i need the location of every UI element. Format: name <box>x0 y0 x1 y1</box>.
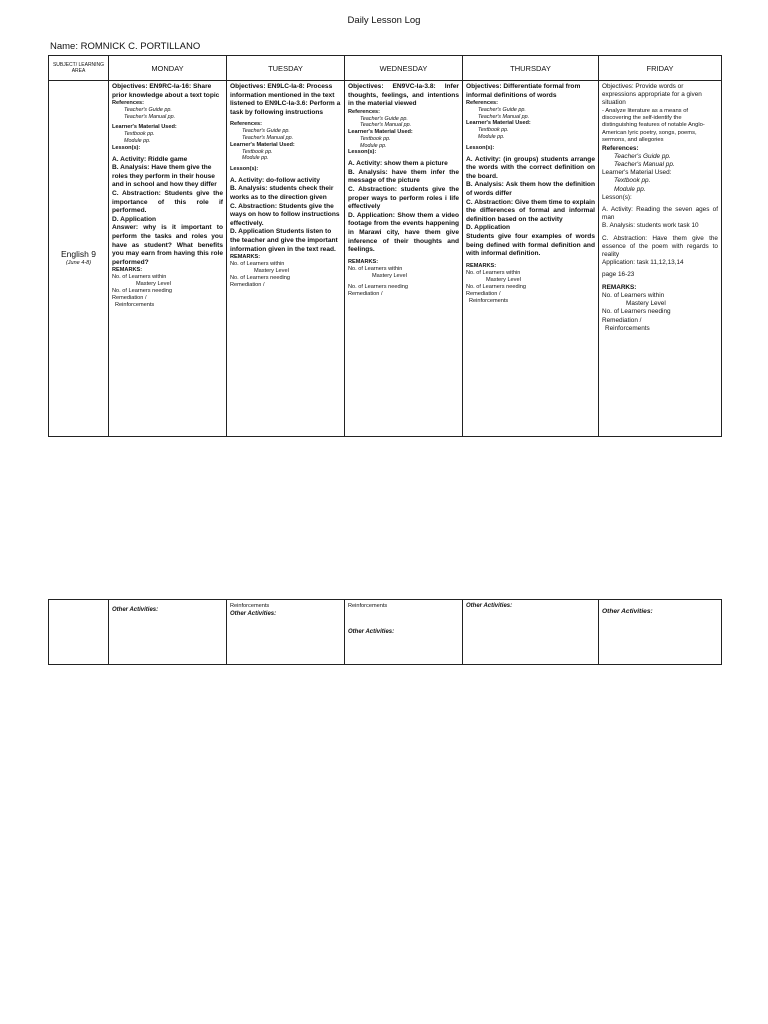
wednesday-analysis: B. Analysis: have them infer the message of the picture <box>348 168 459 185</box>
friday-remarks: REMARKS: <box>602 283 637 291</box>
wednesday-tb: Textbook pp. <box>360 135 391 142</box>
thursday-other-activities: Other Activities: <box>466 603 513 609</box>
tuesday-lessons: Lesson(s): <box>230 165 259 172</box>
header-subject: SUBJECT/ LEARNING AREA <box>49 56 109 81</box>
header-tuesday: TUESDAY <box>227 56 345 81</box>
lesson-log-table <box>48 55 722 437</box>
monday-abstraction: C. Abstraction: Students give the importance of this role if performed. <box>112 189 223 215</box>
wednesday-lmu: Learner's Material Used: <box>348 128 413 135</box>
friday-activity: A. Activity: Reading the seven ages of man <box>602 206 718 222</box>
thursday-application-text: Students give four examples of words being defined with formal definition and with informal definition. <box>466 232 595 258</box>
monday-remarks-2: Mastery Level <box>136 281 171 288</box>
thursday-lmu: Learner's Material Used: <box>466 120 531 127</box>
monday-lmu: Learner's Material Used: <box>112 124 177 131</box>
cont-thursday-cell <box>463 600 599 665</box>
thursday-remarks-5: Reinforcements <box>469 297 509 304</box>
tuesday-application: D. Application Students listen to the teacher and give the important information given in the text read. <box>230 228 338 253</box>
thursday-remarks-4: Remediation / <box>466 290 501 297</box>
cont-tuesday-cell <box>227 600 345 665</box>
tuesday-remarks-3: No. of Learners needing <box>230 275 291 282</box>
cont-subject-cell <box>49 600 109 665</box>
friday-tm: Teacher's Manual pp. <box>614 161 675 169</box>
page-title: Daily Lesson Log <box>347 15 421 26</box>
tuesday-lmu: Learner's Material Used: <box>230 141 295 148</box>
wednesday-cell <box>345 81 463 437</box>
tuesday-other-activities: Other Activities: <box>230 611 277 617</box>
friday-analysis: B. Analysis: students work task 10 <box>602 222 699 230</box>
cont-wednesday-cell <box>345 600 463 665</box>
header-friday: FRIDAY <box>599 56 722 81</box>
monday-tb: Textbook pp. <box>124 131 155 138</box>
subject-name: English 9 <box>61 248 96 259</box>
subject-date: (June 4-8) <box>65 259 92 266</box>
thursday-tb: Textbook pp. <box>478 127 509 134</box>
monday-cell <box>109 81 227 437</box>
thursday-application: D. Application <box>466 224 511 232</box>
thursday-abstraction: C. Abstraction: Give them time to explain the differences of formal and informal definition based on the activity <box>466 198 595 223</box>
continuation-table <box>48 599 722 665</box>
monday-references: References: <box>112 100 145 107</box>
friday-page: page 16-23 <box>602 271 635 279</box>
wednesday-remarks-2: Mastery Level <box>372 272 407 279</box>
friday-lessons: Lesson(s): <box>602 193 632 201</box>
wednesday-remarks: REMARKS: <box>348 258 379 265</box>
thursday-remarks-2: Mastery Level <box>486 276 521 283</box>
thursday-lessons: Lesson(s): <box>466 144 495 151</box>
tuesday-references: References: <box>230 121 263 128</box>
friday-application: Application: task 11,12,13,14 <box>602 259 684 267</box>
friday-references: References: <box>602 144 639 152</box>
tuesday-remarks-2: Mastery Level <box>254 268 289 275</box>
wednesday-abstraction: C. Abstraction: students give the proper ways to perform roles i life effectively <box>348 185 459 211</box>
wednesday-reinforcements: Reinforcements <box>348 603 388 609</box>
monday-objectives: Objectives: EN9RC-Ia-16: Share prior knowledge about a text topic <box>112 83 220 99</box>
monday-remarks-1: No. of Learners within <box>112 274 167 281</box>
friday-objectives-2: - Analyze literature as a means of discovering the self-identify the distinguishing features of notable Anglo- American lyric poetry, songs, poems, sermons, and allegories <box>602 107 705 144</box>
wednesday-tg: Teacher's Guide pp. <box>360 115 408 122</box>
wednesday-objectives: Objectives: EN9VC-Ia-3.8: Infer thoughts, feelings, and intentions in the material viewed <box>348 83 459 108</box>
monday-answer: Answer: why is it important to perform the tasks and roles you have as student? What benefits you may earn from having this role performed? <box>112 224 223 266</box>
tuesday-cell <box>227 81 345 437</box>
tuesday-abstraction: C. Abstraction: Students give the ways on how to follow instructions effectively. <box>230 202 340 227</box>
thursday-tg: Teacher's Guide pp. <box>478 107 526 114</box>
friday-cell <box>599 81 722 437</box>
wednesday-activity: A. Activity: show them a picture <box>348 160 448 168</box>
tuesday-tm: Teacher's Manual pp. <box>242 134 294 141</box>
header-monday: MONDAY <box>109 56 227 81</box>
friday-tg: Teacher's Guide pp. <box>614 152 671 160</box>
monday-lessons: Lesson(s): <box>112 144 141 151</box>
tuesday-reinforcements: Reinforcements <box>230 603 270 609</box>
monday-other-activities: Other Activities: <box>112 607 159 613</box>
tuesday-activity: A. Activity: do-follow activity <box>230 176 320 184</box>
header-wednesday: WEDNESDAY <box>345 56 463 81</box>
wednesday-remarks-4: Remediation / <box>348 290 383 297</box>
tuesday-tb: Textbook pp. <box>242 148 273 155</box>
tuesday-analysis: B. Analysis: students check their works as to the direction given <box>230 185 334 201</box>
tuesday-objectives: Objectives: EN9LC-Ia-8: Process information mentioned in the text listened to EN9LC-Ia-3.6: Perform a task by following instructions <box>230 83 341 116</box>
friday-mod: Module pp. <box>614 185 646 193</box>
cont-friday-cell <box>599 600 722 665</box>
friday-remarks-3: No. of Learners needing <box>602 308 671 316</box>
friday-remarks-4: Remediation / <box>602 316 642 324</box>
thursday-cell <box>463 81 599 437</box>
wednesday-references: References: <box>348 108 381 115</box>
wednesday-remarks-3: No. of Learners needing <box>348 283 409 290</box>
subject-cell <box>49 81 109 437</box>
friday-objectives: Objectives: Provide words or expressions appropriate for a given situation <box>602 83 702 107</box>
monday-analysis: B. Analysis: Have them give the roles they perform in their house and in school and how they differ <box>112 164 217 189</box>
wednesday-mod: Module pp. <box>360 142 387 149</box>
wednesday-other-activities: Other Activities: <box>348 629 395 635</box>
monday-remarks-3: No. of Learners needing <box>112 288 173 295</box>
friday-remarks-1: No. of Learners within <box>602 291 665 299</box>
tuesday-remarks-1: No. of Learners within <box>230 261 285 268</box>
thursday-remarks: REMARKS: <box>466 262 497 269</box>
cont-monday-cell <box>109 600 227 665</box>
friday-abstraction: C. Abstraction: Have them give the essence of the poem with regards to reality <box>602 234 718 259</box>
thursday-tm: Teacher's Manual pp. <box>478 113 530 120</box>
monday-remarks-4: Remediation / <box>112 295 147 302</box>
monday-application: D. Application <box>112 215 157 223</box>
teacher-name: Name: ROMNICK C. PORTILLANO <box>50 41 201 52</box>
tuesday-remarks: REMARKS: <box>230 254 261 261</box>
header-thursday: THURSDAY <box>463 56 599 81</box>
monday-tg: Teacher's Guide pp. <box>124 107 172 114</box>
monday-tm: Teacher's Manual pp. <box>124 113 176 120</box>
monday-remarks: REMARKS: <box>112 267 143 274</box>
thursday-activity: A. Activity: (in groups) students arrange the words with the correct definition on the board. <box>466 155 595 180</box>
friday-lmu: Learner's Material Used: <box>602 169 672 177</box>
wednesday-remarks-1: No. of Learners within <box>348 265 403 272</box>
wednesday-tm: Teacher's Manual pp. <box>360 122 412 129</box>
thursday-remarks-1: No. of Learners within <box>466 269 521 276</box>
tuesday-mod: Module pp. <box>242 155 269 162</box>
wednesday-lessons: Lesson(s): <box>348 149 377 156</box>
thursday-analysis: B. Analysis: Ask them how the definition of words differ <box>466 181 595 197</box>
friday-remarks-5: Reinforcements <box>605 324 650 332</box>
monday-remarks-5: Reinforcements <box>115 302 155 309</box>
thursday-references: References: <box>466 100 499 107</box>
header-row <box>49 56 722 81</box>
thursday-remarks-3: No. of Learners needing <box>466 283 527 290</box>
monday-mod: Module pp. <box>124 137 151 144</box>
wednesday-application: D. Application: Show them a video footage from the events happening in Marawi city, have them give inference of their thoughts and feelings. <box>348 211 459 254</box>
thursday-mod: Module pp. <box>478 133 505 140</box>
tuesday-remarks-4: Remediation / <box>230 282 265 289</box>
friday-remarks-2: Mastery Level <box>626 300 666 308</box>
thursday-objectives: Objectives: Differentiate formal from informal definitions of words <box>466 83 581 99</box>
friday-tb: Textbook pp. <box>614 177 651 185</box>
continuation-row <box>49 600 722 665</box>
lesson-row <box>49 81 722 437</box>
monday-activity: A. Activity: Riddle game <box>112 155 188 163</box>
friday-other-activities: Other Activities: <box>602 608 653 615</box>
tuesday-tg: Teacher's Guide pp. <box>242 128 290 135</box>
